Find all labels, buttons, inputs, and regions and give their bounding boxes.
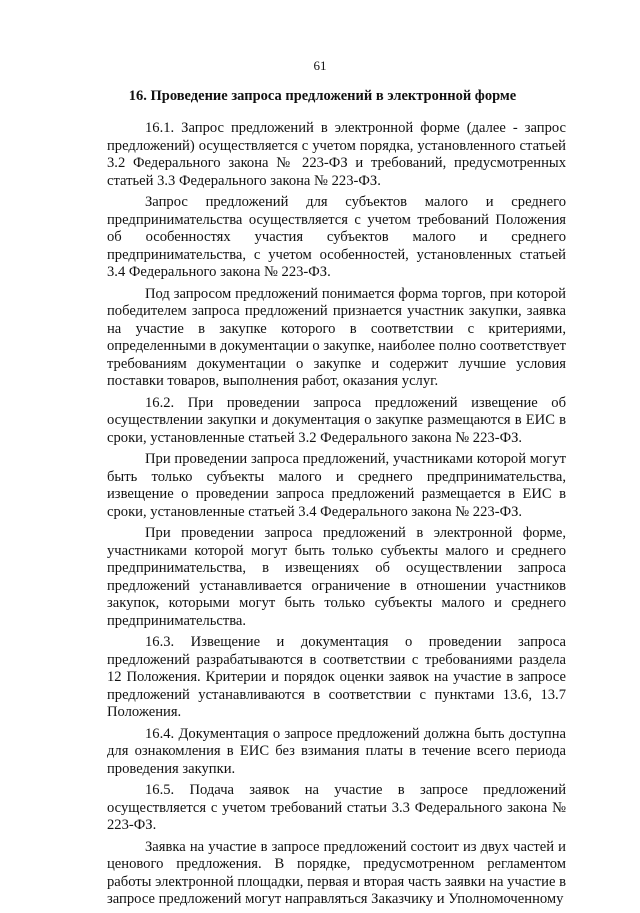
paragraph: Запрос предложений для субъектов малого и среднего предпринимательства осуществляется с учетом требований Положения об особенностях участия субъектов малого и среднего предпринимательства, с учетом особенностей, установленных статьей 3.4 Федерального закона № 223-ФЗ. <box>107 194 566 280</box>
section-heading: 16. Проведение запроса предложений в электронной форме <box>128 88 517 104</box>
page-number: 61 <box>313 58 327 73</box>
paragraph: Под запросом предложений понимается форма торгов, при которой победителем запроса предложений признается участник закупки, заявка на участие в закупке которого в соответствии с критериями, определенными в документации о закупке, наиболее полно соответствует требованиям документации о закупке и содержит лучшие условия поставки товаров, выполнения работ, оказания услуг. <box>107 285 566 389</box>
paragraph: 16.5. Подача заявок на участие в запросе предложений осуществляется с учетом требований статьи 3.3 Федерального закона № 223-ФЗ. <box>107 782 566 833</box>
paragraph: При проведении запроса предложений в электронной форме, участниками которой могут быть только субъекты малого и среднего предпринимательства, в извещениях об осуществлении запроса предложений устанавливается ограничение в отношении участников закупок, которыми могут быть только субъекты малого и среднего предпринимательства. <box>107 525 566 629</box>
paragraph: 16.3. Извещение и документация о проведении запроса предложений разрабатываются в соответствии с требованиями раздела 12 Положения. Критерии и порядок оценки заявок на участие в запросе предложений устанавливаются в соответствии с пунктами 13.6, 13.7 Положения. <box>107 634 566 720</box>
paragraph: 16.4. Документация о запросе предложений должна быть доступна для ознакомления в ЕИС без взимания платы в течение всего периода проведения закупки. <box>107 725 566 777</box>
body-text <box>107 120 566 913</box>
paragraph: Заявка на участие в запросе предложений состоит из двух частей и ценового предложения. В порядке, предусмотренном регламентом работы электронной площадки, первая и вторая часть заявки на участие в запросе предложений могут направляться Заказчику и Уполномоченному <box>107 838 566 907</box>
paragraph: 16.1. Запрос предложений в электронной форме (далее - запрос предложений) осуществляется с учетом порядка, установленного статьей 3.2 Федерального закона № 223-ФЗ и требований, предусмотренных статьей 3.3 Федерального закона № 223-ФЗ. <box>107 120 566 189</box>
paragraph: 16.2. При проведении запроса предложений извещение об осуществлении закупки и документация о закупке размещаются в ЕИС в сроки, установленные статьей 3.2 Федерального закона № 223-ФЗ. <box>107 394 566 446</box>
paragraph: При проведении запроса предложений, участниками которой могут быть только субъекты малого и среднего предпринимательства, извещение о проведении запроса предложений размещается в ЕИС в сроки, установленные статьей 3.4 Федерального закона № 223-ФЗ. <box>107 451 566 520</box>
